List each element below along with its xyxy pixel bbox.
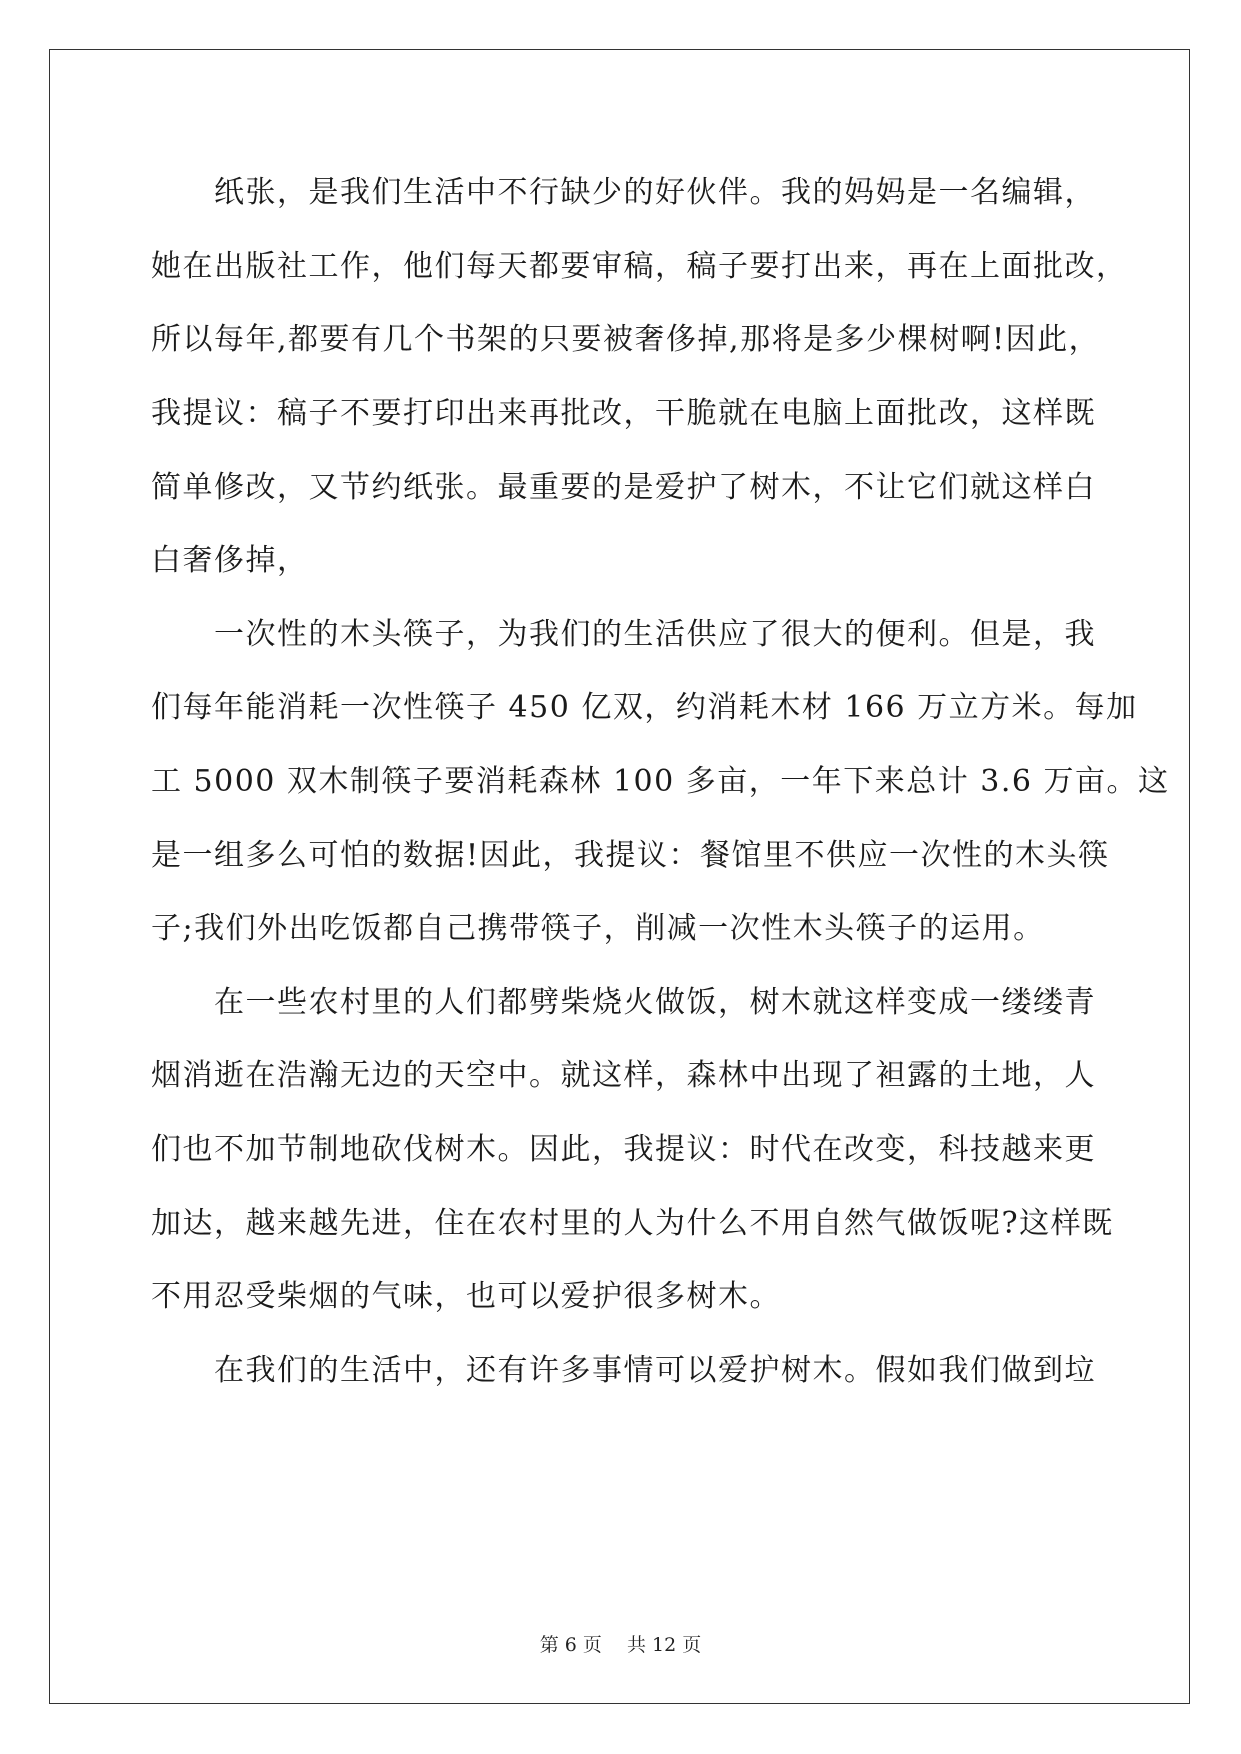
text-line: 我提议：稿子不要打印出来再批改，干脆就在电脑上面批改，这样既 — [151, 396, 1096, 431]
text-line: 她在出版社工作，他们每天都要审稿，稿子要打出来，再在上面批改， — [151, 249, 1128, 284]
text-line: 们每年能消耗一次性筷子 450 亿双，约消耗木材 166 万立方米。每加 — [151, 690, 1138, 725]
text-line: 们也不加节制地砍伐树木。因此，我提议：时代在改变，科技越来更 — [151, 1132, 1096, 1167]
text-line: 简单修改，又节约纸张。最重要的是爱护了树木，不让它们就这样白 — [151, 470, 1096, 505]
page-footer — [0, 1633, 1241, 1657]
page-border — [49, 49, 1190, 1704]
text-line: 不用忍受柴烟的气味，也可以爱护很多树木。 — [151, 1279, 781, 1314]
page-number-label: 第 6 页 共 12 页 — [539, 1634, 702, 1656]
text-line: 加达，越来越先进，住在农村里的人为什么不用自然气做饭呢?这样既 — [151, 1206, 1114, 1241]
text-line: 烟消逝在浩瀚无边的天空中。就这样，森林中出现了袒露的土地，人 — [151, 1058, 1096, 1093]
text-line: 在我们的生活中，还有许多事情可以爱护树木。假如我们做到垃 — [151, 1353, 1096, 1388]
text-line: 在一些农村里的人们都劈柴烧火做饭，树木就这样变成一缕缕青 — [151, 985, 1096, 1020]
text-line: 所以每年,都要有几个书架的只要被奢侈掉,那将是多少棵树啊!因此， — [151, 322, 1101, 357]
text-line: 白奢侈掉， — [151, 543, 309, 578]
text-line: 一次性的木头筷子，为我们的生活供应了很大的便利。但是，我 — [151, 617, 1096, 652]
text-line: 工 5000 双木制筷子要消耗森林 100 多亩，一年下来总计 3.6 万亩。这 — [151, 764, 1170, 799]
text-line: 是一组多么可怕的数据!因此，我提议：餐馆里不供应一次性的木头筷 — [151, 838, 1110, 873]
text-line: 子;我们外出吃饭都自己携带筷子，削减一次性木头筷子的运用。 — [151, 911, 1045, 946]
text-line: 纸张，是我们生活中不行缺少的好伙伴。我的妈妈是一名编辑， — [151, 175, 1096, 210]
